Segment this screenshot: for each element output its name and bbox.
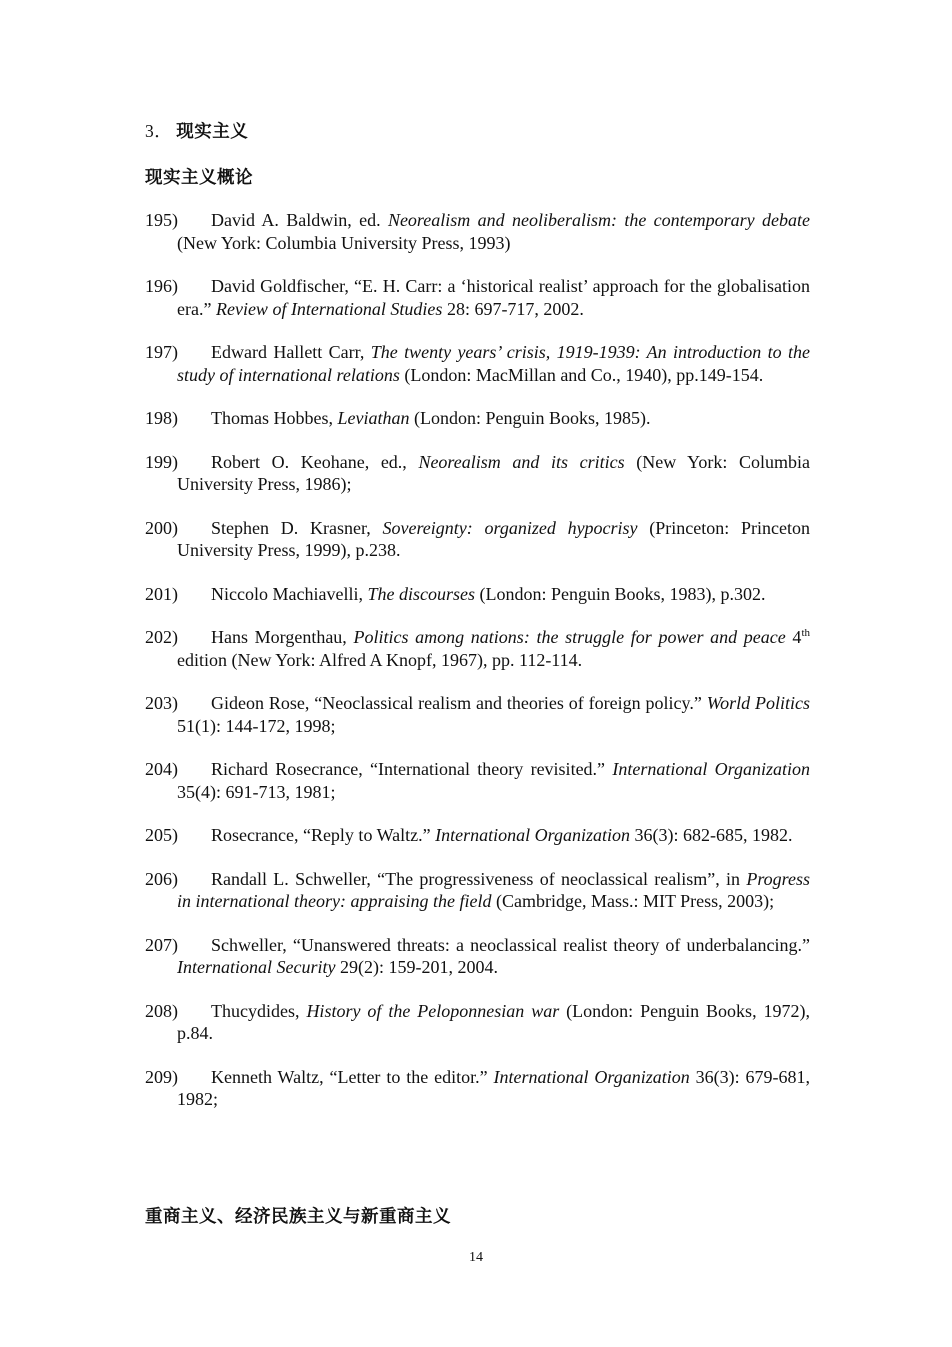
reference-text: David A. Baldwin, ed. bbox=[211, 210, 388, 230]
reference-title: Leviathan bbox=[337, 408, 410, 428]
reference-text: 4 bbox=[785, 627, 802, 647]
reference-number: 199) bbox=[145, 451, 178, 472]
reference-text: Randall L. Schweller, “The progressiveness of neoclassical realism”, in bbox=[211, 868, 747, 889]
reference-number: 205) bbox=[145, 825, 178, 845]
section-number: 3． bbox=[145, 121, 173, 141]
reference-entry bbox=[145, 758, 810, 803]
reference-text: (London: Penguin Books, 1983), p.302. bbox=[474, 583, 766, 604]
reference-text: Robert O. Keohane, ed., bbox=[211, 451, 419, 472]
reference-entry bbox=[145, 824, 810, 847]
reference-text: Edward Hallett Carr, bbox=[211, 342, 371, 362]
reference-text: (New York: Columbia University Press, 1993) bbox=[177, 232, 511, 253]
section-title: 现实主义 bbox=[176, 122, 249, 142]
reference-number: 206) bbox=[145, 868, 178, 889]
next-subsection-heading: 重商主义、经济民族主义与新重商主义 bbox=[145, 1207, 451, 1227]
reference-title: Neorealism and neoliberalism: the contemporary debate bbox=[387, 210, 811, 230]
reference-text: Thomas Hobbes, bbox=[211, 408, 338, 428]
reference-entry bbox=[145, 692, 810, 737]
reference-number: 204) bbox=[145, 759, 178, 779]
reference-number: 195) bbox=[145, 210, 178, 230]
reference-number: 208) bbox=[145, 1000, 178, 1021]
reference-text: (London: Penguin Books, 1985). bbox=[409, 408, 651, 428]
reference-number: 197) bbox=[145, 342, 178, 362]
reference-text: 29(2): 159-201, 2004. bbox=[335, 957, 498, 977]
reference-entry bbox=[145, 407, 810, 430]
reference-text: Stephen D. Krasner, bbox=[211, 517, 383, 538]
reference-title: International Organization bbox=[435, 825, 630, 845]
reference-title: Neorealism and its critics bbox=[418, 451, 625, 472]
reference-title: Progress in international theory: appraising the field bbox=[177, 868, 810, 911]
reference-text: Gideon Rose, “Neoclassical realism and theories of foreign policy.” bbox=[211, 693, 707, 713]
reference-text: 36(3): 679-681, 1982; bbox=[177, 1066, 810, 1109]
reference-text: (New York: Columbia University Press, 1986); bbox=[177, 451, 810, 494]
reference-text: Niccolo Machiavelli, bbox=[211, 583, 368, 604]
reference-number: 207) bbox=[145, 934, 178, 955]
page-number: 14 bbox=[469, 1250, 483, 1265]
section-heading bbox=[145, 118, 248, 143]
reference-entry bbox=[145, 451, 810, 496]
reference-text: Kenneth Waltz, “Letter to the editor.” bbox=[211, 1066, 494, 1087]
reference-title: Sovereignty: organized hypocrisy bbox=[382, 517, 638, 538]
reference-title: International Organization bbox=[612, 759, 810, 779]
reference-title: World Politics bbox=[706, 693, 811, 713]
reference-number: 196) bbox=[145, 276, 178, 296]
reference-number: 200) bbox=[145, 517, 178, 538]
reference-text: (London: Penguin Books, 1972), p.84. bbox=[177, 1000, 811, 1043]
reference-title: Review of International Studies bbox=[215, 298, 443, 319]
reference-entry bbox=[145, 934, 810, 979]
reference-text: 28: 697-717, 2002. bbox=[442, 298, 584, 319]
reference-title: Politics among nations: the struggle for power and peace bbox=[353, 627, 786, 647]
reference-number: 201) bbox=[145, 583, 178, 604]
reference-title: History of the Peloponnesian war bbox=[306, 1000, 560, 1021]
reference-text: Rosecrance, “Reply to Waltz.” bbox=[211, 825, 436, 845]
reference-text: Schweller, “Unanswered threats: a neoclassical realist theory of underbalancing.” bbox=[211, 934, 810, 955]
reference-number: 202) bbox=[145, 627, 178, 647]
reference-title: The twenty years’ crisis, 1919-1939: An introduction to the study of international relations bbox=[177, 342, 810, 385]
reference-entry bbox=[145, 341, 810, 386]
reference-text: (London: MacMillan and Co., 1940), pp.149-154. bbox=[399, 364, 764, 385]
reference-text: 35(4): 691-713, 1981; bbox=[177, 781, 336, 802]
subsection-heading: 现实主义概论 bbox=[145, 168, 253, 188]
reference-number: 198) bbox=[145, 408, 178, 428]
reference-title: International Organization bbox=[493, 1066, 690, 1087]
reference-entry bbox=[145, 1000, 810, 1045]
reference-number: 203) bbox=[145, 693, 178, 713]
reference-title: International Security bbox=[177, 957, 336, 977]
reference-entry bbox=[145, 517, 810, 562]
reference-number: 209) bbox=[145, 1066, 178, 1087]
reference-title: The discourses bbox=[367, 583, 475, 604]
reference-list bbox=[145, 209, 810, 1132]
reference-superscript: th bbox=[801, 627, 810, 639]
reference-text: edition (New York: Alfred A Knopf, 1967), pp. 112-114. bbox=[177, 649, 583, 670]
reference-text: Richard Rosecrance, “International theory revisited.” bbox=[211, 759, 613, 779]
reference-entry bbox=[145, 209, 810, 254]
reference-entry bbox=[145, 868, 810, 913]
reference-entry bbox=[145, 1066, 810, 1111]
reference-text: (Princeton: Princeton University Press, 1999), p.238. bbox=[177, 517, 811, 560]
reference-entry bbox=[145, 626, 810, 671]
reference-text: 51(1): 144-172, 1998; bbox=[177, 715, 336, 736]
reference-text: Hans Morgenthau, bbox=[211, 627, 354, 647]
reference-text: 36(3): 682-685, 1982. bbox=[629, 825, 793, 845]
reference-entry bbox=[145, 583, 810, 606]
reference-text: Thucydides, bbox=[211, 1000, 307, 1021]
reference-entry bbox=[145, 275, 810, 320]
reference-text: David Goldfischer, “E. H. Carr: a ‘historical realist’ approach for the globalisation era.” bbox=[177, 276, 810, 319]
reference-text: (Cambridge, Mass.: MIT Press, 2003); bbox=[491, 891, 775, 911]
